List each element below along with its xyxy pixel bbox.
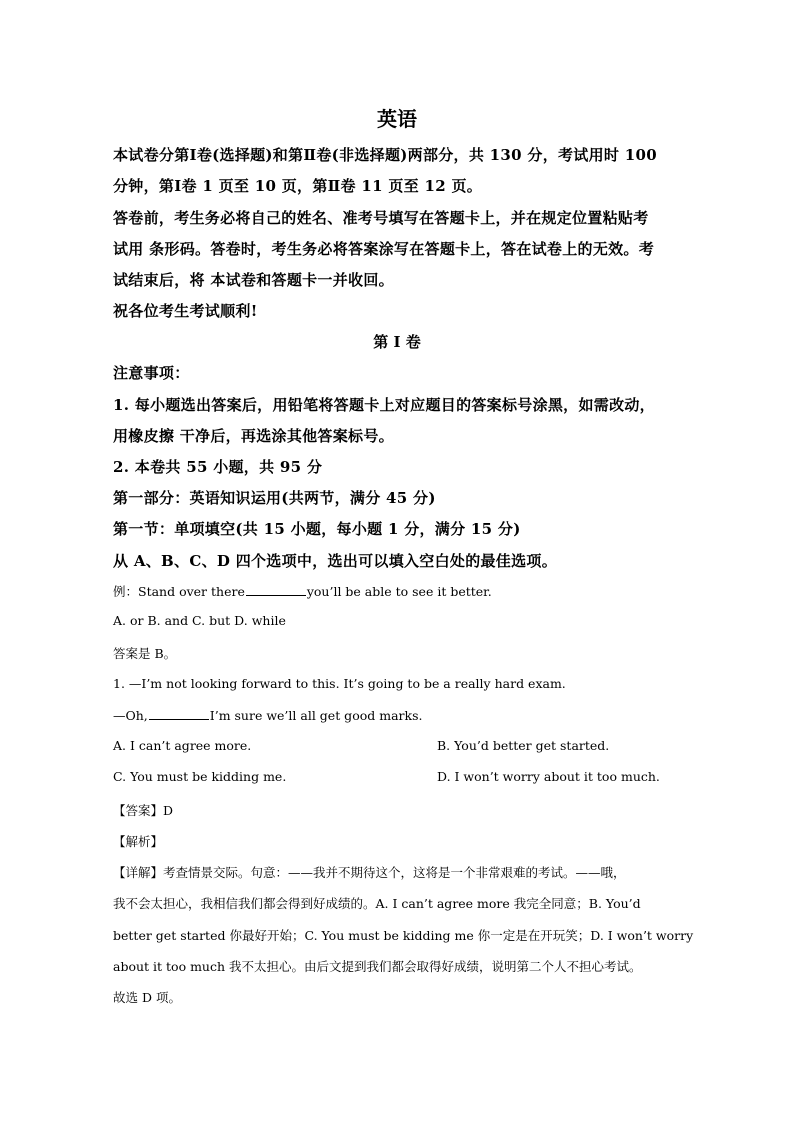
notes-heading: 注意事项：: [113, 364, 190, 382]
question-1-blank: [149, 707, 209, 720]
section-title: 第 I 卷: [373, 333, 421, 351]
detail-line-2: 我不会太担心，我相信我们都会得到好成绩的。A. I can’t agree more 我完全同意；B. You’d: [113, 896, 641, 911]
note-1-cont: 用橡皮擦 干净后，再选涂其他答案标号。: [113, 427, 394, 445]
detail-line-1: 【详解】考查情景交际。句意：——我并不期待这个，这将是一个非常艰难的考试。——哦，: [113, 865, 626, 880]
note-1: 1. 每小题选出答案后，用铅笔将答题卡上对应题目的答案标号涂黑，如需改动，: [113, 396, 655, 414]
intro-line-1: 本试卷分第Ⅰ卷(选择题)和第Ⅱ卷(非选择题)两部分，共 130 分，考试用时 100: [113, 146, 657, 164]
intro-line-5: 试结束后，将 本试卷和答题卡一并收回。: [113, 271, 394, 289]
intro-line-3: 答卷前，考生务必将自己的姓名、准考号填写在答题卡上，并在规定位置粘贴考: [113, 209, 649, 227]
question-1-reply: [113, 707, 422, 723]
analysis-label: 【解析】: [113, 834, 164, 849]
example-blank: [246, 583, 306, 596]
detail-line-5: 故选 D 项。: [113, 990, 181, 1005]
example-prefix: 例：Stand over there: [113, 584, 245, 599]
detail-line-4: about it too much 我不太担心。由后文提到我们都会取得好成绩，说明第二个人不担心考试。: [113, 959, 642, 974]
part-one-heading: 第一部分：英语知识运用(共两节，满分 45 分): [113, 489, 436, 507]
detail-line-3: better get started 你最好开始；C. You must be kidding me 你一定是在开玩笑；D. I won’t worry: [113, 928, 694, 943]
question-1-option-c: C. You must be kidding me.: [113, 769, 287, 784]
question-1-stem: 1. —I’m not looking forward to this. It’s going to be a really hard exam.: [113, 676, 566, 691]
answer-label: 【答案】D: [113, 803, 174, 818]
note-2: 2. 本卷共 55 小题，共 95 分: [113, 458, 323, 476]
question-1-option-d: D. I won’t worry about it too much.: [437, 769, 660, 784]
page-title: 英语: [377, 107, 417, 131]
intro-line-6: 祝各位考生考试顺利!: [113, 302, 258, 320]
instructions: 从 A、B、C、D 四个选项中，选出可以填入空白处的最佳选项。: [113, 552, 558, 570]
question-1-reply-suffix: I’m sure we’ll all get good marks.: [209, 708, 423, 723]
section-one-heading: 第一节：单项填空(共 15 小题，每小题 1 分，满分 15 分): [113, 520, 521, 538]
example-sentence: [113, 582, 492, 600]
example-suffix: you’ll be able to see it better.: [306, 584, 492, 599]
question-1-reply-prefix: —Oh,: [113, 708, 148, 723]
question-1-option-b: B. You’d better get started.: [437, 738, 610, 753]
question-1-option-a: A. I can’t agree more.: [113, 738, 252, 753]
example-options: A. or B. and C. but D. while: [113, 613, 286, 628]
example-answer: 答案是 B。: [113, 646, 177, 661]
intro-line-2: 分钟，第Ⅰ卷 1 页至 10 页，第Ⅱ卷 11 页至 12 页。: [113, 177, 483, 195]
intro-line-4: 试用 条形码。答卷时，考生务必将答案涂写在答题卡上，答在试卷上的无效。考: [113, 240, 655, 258]
